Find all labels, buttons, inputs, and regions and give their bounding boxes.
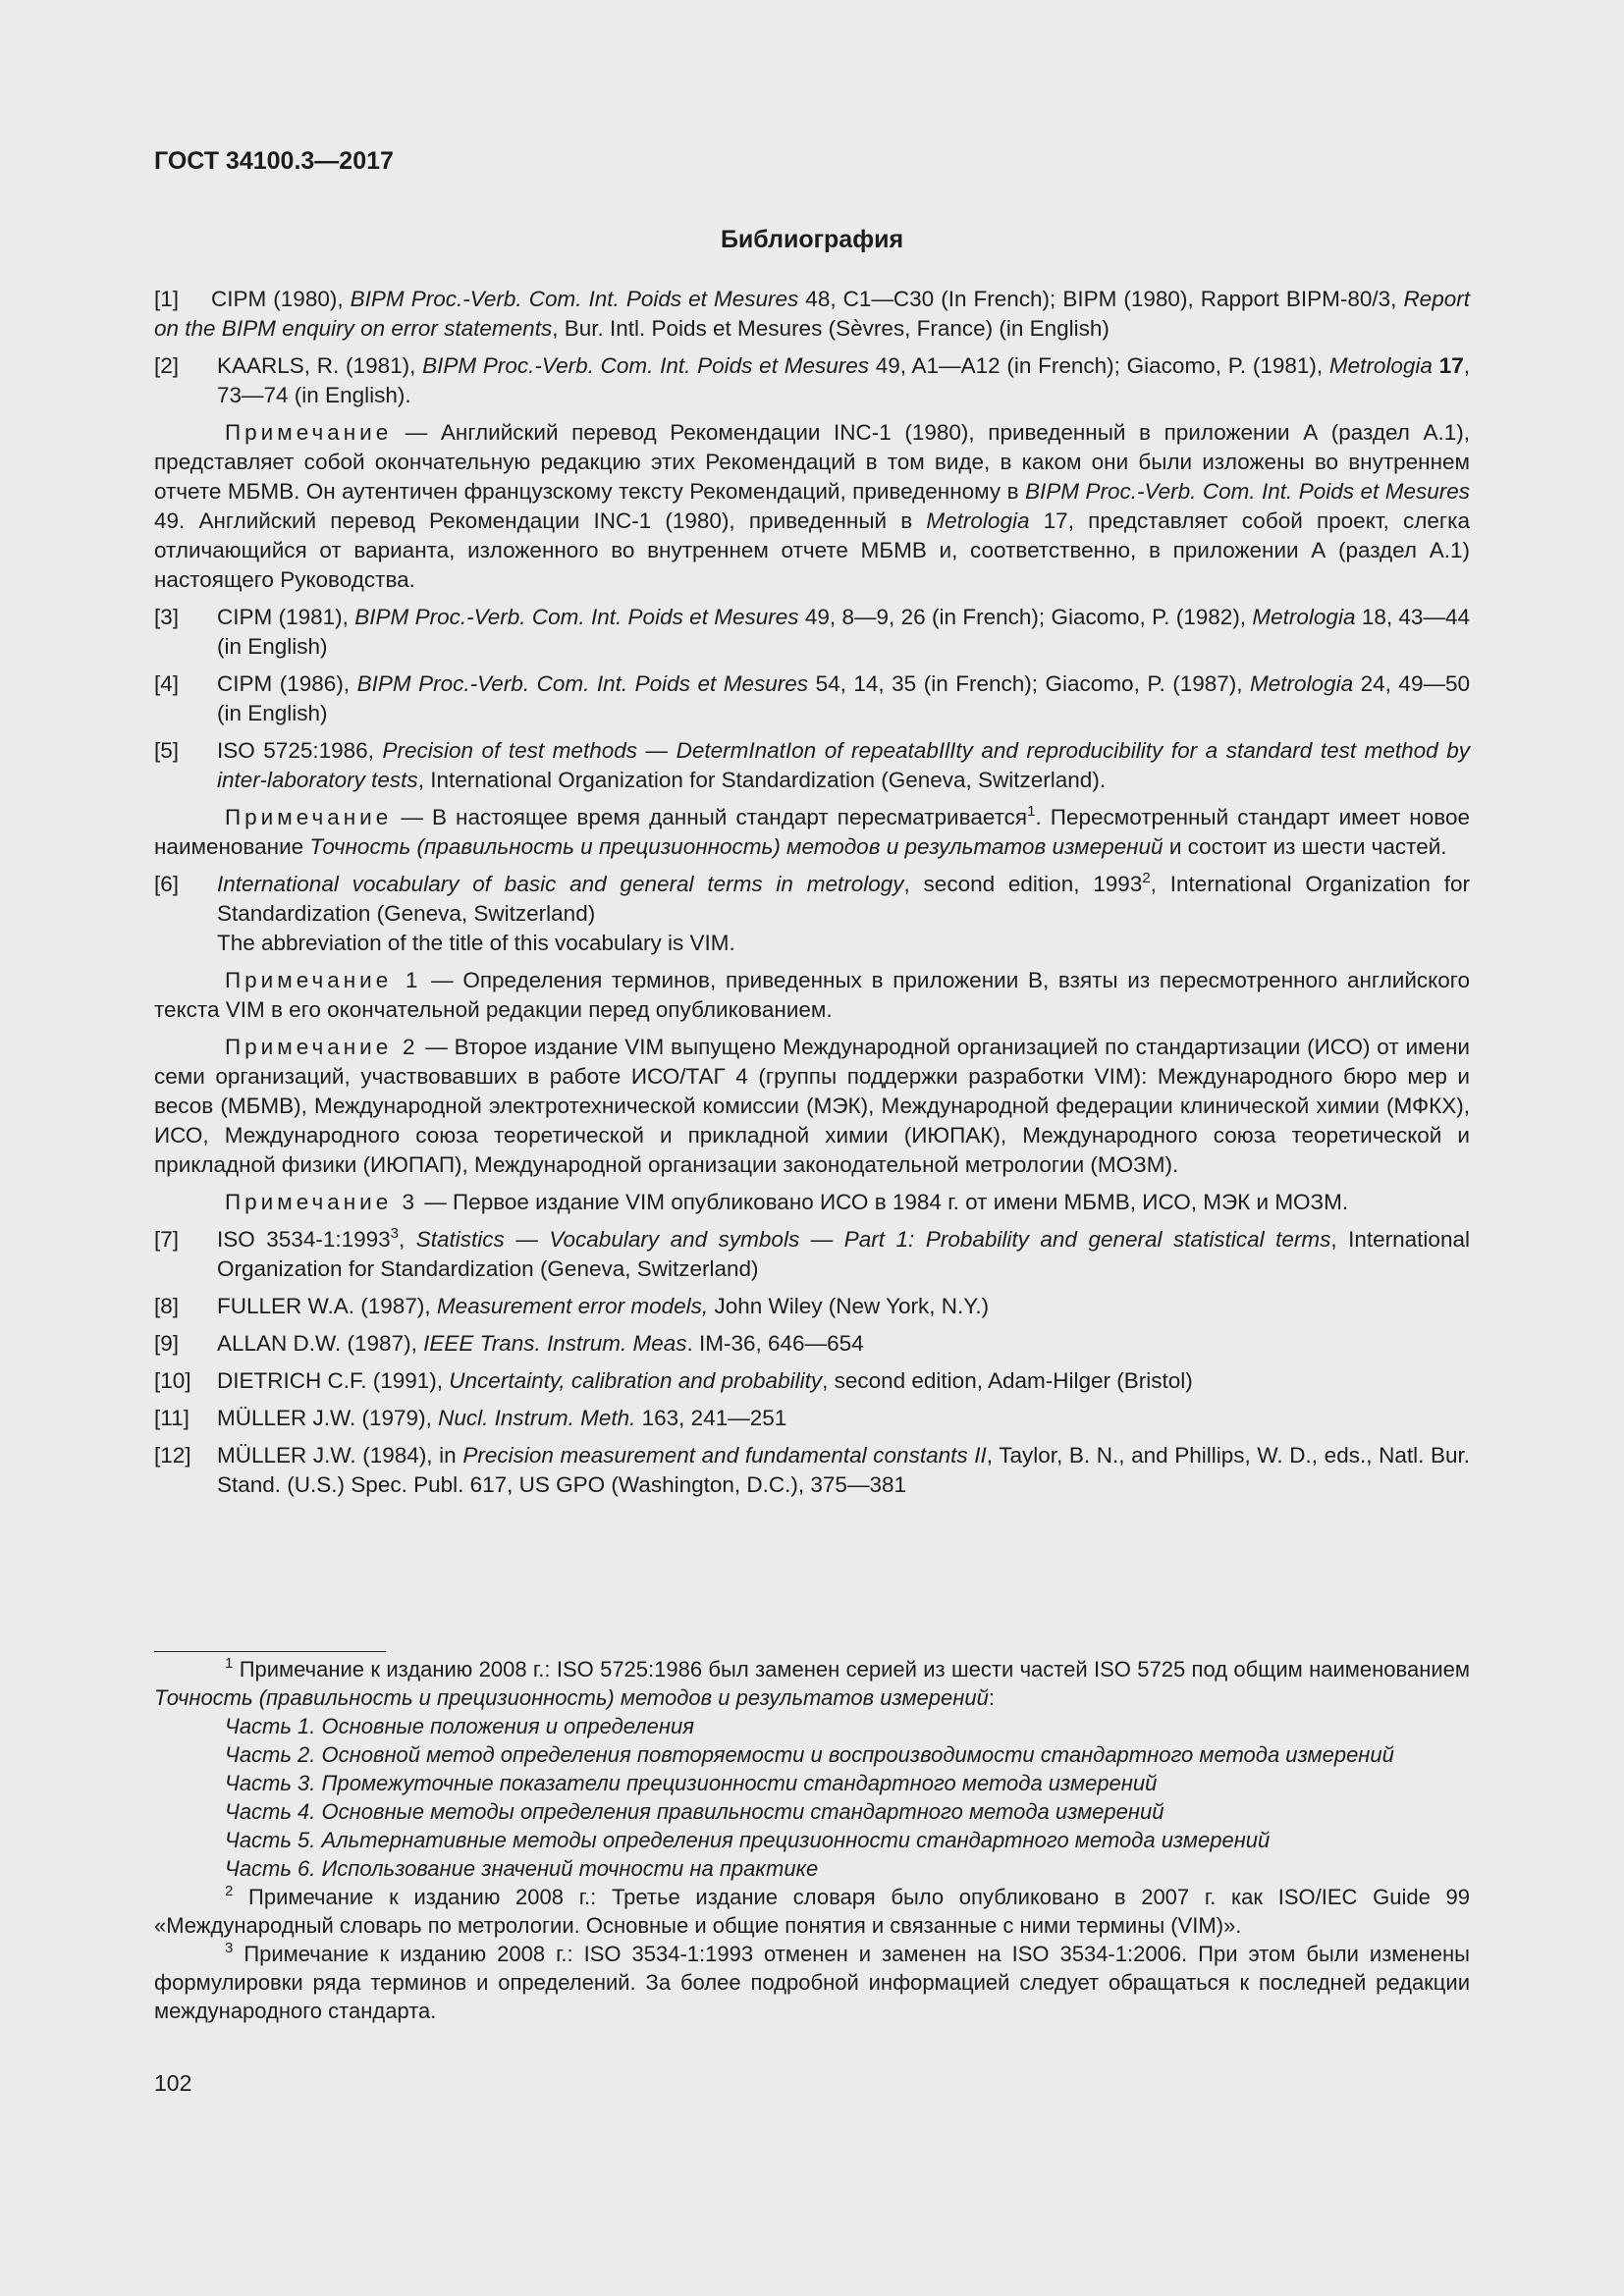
ref-text: , second edition, 1993 [903, 872, 1143, 896]
ref-italic: International vocabulary of basic and general terms in metrology [217, 872, 904, 896]
note-c [154, 966, 1470, 1025]
note-italic: BIPM Proc.-Verb. Com. Int. Poids et Mesures [1024, 479, 1470, 504]
footnote-marker: 1 [1027, 803, 1036, 820]
reference-number: [8] [154, 1294, 180, 1318]
ref-text: , International Organization for Standardization (Geneva, Switzerland). [417, 768, 1107, 792]
ref-text: DIETRICH C.F. (1991), [217, 1368, 450, 1393]
ref-text: KAARLS, R. (1981), [217, 353, 423, 378]
reference-number: [1] [154, 287, 180, 311]
reference-number: [9] [154, 1331, 180, 1356]
footnotes [154, 1655, 1470, 2025]
ref-text: MÜLLER J.W. (1979), [217, 1406, 439, 1430]
ref-italic: BIPM Proc.-Verb. Com. Int. Poids et Mesures [422, 353, 869, 378]
footnote-part-4: Часть 4. Основные методы определения правильности стандартного метода измерений [225, 1799, 1164, 1824]
document-header: ГОСТ 34100.3—2017 [154, 147, 394, 175]
reference-number: [11] [154, 1406, 189, 1430]
footnote-marker: 1 [225, 1655, 234, 1672]
footnote-part-2: Часть 2. Основной метод определения повторяемости и воспроизводимости стандартного метода измерений [225, 1742, 1394, 1767]
ref-text: CIPM (1981), [217, 605, 355, 629]
reference-number: [6] [154, 872, 180, 896]
footnote-italic: Точность (правильность и прецизионность) методов и результатов измерений [154, 1685, 989, 1710]
reference-number: [12] [154, 1443, 191, 1468]
ref-text: CIPM (1986), [217, 671, 357, 696]
ref-text: , 73—74 (in English). [217, 353, 1470, 407]
reference-11 [154, 1404, 1470, 1433]
ref-text: . IM-36, 646—654 [686, 1331, 864, 1356]
footnote-part-3: Часть 3. Промежуточные показатели прецизионности стандартного метода измерений [225, 1771, 1158, 1795]
footnote-part-5: Часть 5. Альтернативные методы определения прецизионности стандартного метода измерений [225, 1828, 1271, 1852]
note-text: . Пересмотренный стандарт имеет новое наименование [154, 805, 1470, 859]
ref-italic: Precision measurement and fundamental constants II [462, 1443, 987, 1468]
ref-italic: Uncertainty, calibration and probability [449, 1368, 823, 1393]
note-a [154, 418, 1470, 595]
footnote-text: Примечание к изданию 2008 г.: ISO 3534-1:1993 отменен и заменен на ISO 3534-1:2006. При этом были изменены формулировки ряда терминов и определений. За более подробной информацией следует обращаться к последней редакции международного стандарта. [154, 1942, 1470, 2023]
footnote-marker: 2 [1142, 870, 1151, 886]
ref-text: The abbreviation of the title of this vocabulary is VIM. [217, 931, 735, 955]
reference-number: [4] [154, 671, 180, 696]
ref-text: , Bur. Intl. Poids et Mesures (Sèvres, France) (in English) [552, 316, 1110, 341]
ref-italic: BIPM Proc.-Verb. Com. Int. Poids et Mesures [356, 671, 809, 696]
ref-text: John Wiley (New York, N.Y.) [708, 1294, 990, 1318]
note-text: — Второе издание VIM выпущено Международной организацией по стандартизации (ИСО) от имени семи организаций, участвовавших в работе ИСО/ТАГ 4 (группы поддержки разработки VIM): Международного бюро мер и весов (МБМВ), Международной электротехнической комиссии (МЭК), Международной федерации клинической химии (МФКХ), ИСО, Международного союза теоретической и прикладной химии (ИЮПАК), Международного союза теоретической и прикладной физики (ИЮПАП), Международной организации законодательной метрологии (МОЗМ). [154, 1035, 1470, 1177]
section-title: Библиография [720, 226, 904, 253]
footnote-part-6: Часть 6. Использование значений точности на практике [225, 1856, 819, 1881]
ref-text: MÜLLER J.W. (1984), in [217, 1443, 463, 1468]
ref-italic: BIPM Proc.-Verb. Com. Int. Poids et Mesures [350, 287, 799, 311]
footnote-3 [154, 1940, 1470, 2025]
reference-number: [10] [154, 1368, 191, 1393]
reference-7 [154, 1225, 1470, 1284]
ref-italic: Measurement error models, [436, 1294, 709, 1318]
note-text: — Определения терминов, приведенных в приложении В, взяты из пересмотренного английского текста VIM в его окончательной редакции перед опубликованием. [154, 968, 1470, 1022]
note-label: Примечание 3 [225, 1190, 418, 1214]
reference-9 [154, 1329, 1470, 1359]
reference-text [217, 1292, 1470, 1321]
reference-3 [154, 603, 1470, 662]
reference-text [217, 736, 1470, 795]
ref-text: 49, A1—A12 (in French); Giacomo, P. (1981), [869, 353, 1329, 378]
note-italic: Точность (правильность и прецизионность) методов и результатов измерений [309, 834, 1164, 859]
ref-text: 49, 8—9, 26 (in French); Giacomo, P. (1982), [798, 605, 1253, 629]
footnote-2 [154, 1883, 1470, 1940]
reference-text [217, 669, 1470, 728]
note-text: и состоит из шести частей. [1163, 834, 1447, 859]
ref-text: , International Organization for Standardization (Geneva, Switzerland) [217, 1227, 1470, 1281]
note-d [154, 1033, 1470, 1180]
ref-text: FULLER W.A. (1987), [217, 1294, 437, 1318]
reference-5 [154, 736, 1470, 795]
bibliography-content [154, 285, 1470, 1508]
ref-text: , International Organization for Standardization (Geneva, Switzerland) [217, 872, 1470, 926]
footnote-part-1: Часть 1. Основные положения и определения [225, 1714, 695, 1738]
reference-12 [154, 1441, 1470, 1500]
ref-text: , second edition, Adam-Hilger (Bristol) [822, 1368, 1193, 1393]
footnote-divider [154, 1651, 386, 1652]
note-e [154, 1188, 1470, 1217]
ref-text: 24, 49—50 (in English) [217, 671, 1470, 725]
footnote-text: : [988, 1685, 995, 1710]
ref-text: 163, 241—251 [635, 1406, 787, 1430]
reference-text [217, 1441, 1470, 1500]
ref-text: CIPM (1980), [211, 287, 351, 311]
reference-text [217, 1225, 1470, 1284]
ref-italic: IEEE Trans. Instrum. Meas [423, 1331, 687, 1356]
ref-text: , [399, 1227, 416, 1252]
ref-text: , Taylor, B. N., and Phillips, W. D., eds., Natl. Bur. Stand. (U.S.) Spec. Publ. 617, US GPO (Washington, D.C.), 375—381 [217, 1443, 1470, 1497]
ref-italic: Metrologia [1328, 353, 1433, 378]
ref-text [1433, 353, 1439, 378]
footnote-marker: 3 [225, 1940, 234, 1956]
ref-text: ISO 5725:1986, [217, 738, 383, 763]
ref-text: ISO 3534-1:1993 [217, 1227, 391, 1252]
ref-italic: Metrologia [1250, 671, 1354, 696]
note-text: — Английский перевод Рекомендации INC-1 (1980), приведенный в приложении А (раздел А.1), представляет собой окончательную редакцию этих Рекомендаций в том виде, в каком они были изложены во внутреннем отчете МБМВ. Он аутентичен французскому тексту Рекомендаций, приведенному в [154, 420, 1470, 504]
ref-text: 54, 14, 35 (in French); Giacomo, P. (1987), [808, 671, 1251, 696]
ref-italic: Nucl. Instrum. Meth. [438, 1406, 636, 1430]
reference-1 [154, 285, 1470, 344]
reference-text [217, 351, 1470, 410]
ref-italic: Metrologia [1252, 605, 1356, 629]
reference-10 [154, 1366, 1470, 1396]
footnote-1 [154, 1655, 1470, 1712]
note-text: — Первое издание VIM опубликовано ИСО в 1984 г. от имени МБМВ, ИСО, МЭК и МОЗМ. [418, 1190, 1349, 1214]
reference-8 [154, 1292, 1470, 1321]
note-text: 17, представляет собой проект, слегка отличающийся от варианта, изложенного во внутреннем отчете МБМВ и, соответственно, в приложении А (раздел А.1) настоящего Руководства. [154, 508, 1470, 592]
note-text: 49. Английский перевод Рекомендации INC-1 (1980), приведенный в [154, 508, 927, 533]
reference-6 [154, 870, 1470, 958]
note-label: Примечание 1 [225, 968, 422, 992]
note-label: Примечание 2 [225, 1035, 419, 1059]
reference-2 [154, 351, 1470, 410]
note-b [154, 803, 1470, 862]
reference-text [217, 870, 1470, 958]
footnote-text: Примечание к изданию 2008 г.: Третье издание словаря было опубликовано в 2007 г. как ISO/IEC Guide 99 «Международный словарь по метрологии. Основные и общие понятия и связанные с ними термины (VIM)». [154, 1885, 1470, 1938]
reference-4 [154, 669, 1470, 728]
page-number: 102 [154, 2070, 192, 2096]
ref-text: 48, C1—C30 (In French); BIPM (1980), Rapport BIPM-80/3, [798, 287, 1404, 311]
ref-italic: BIPM Proc.-Verb. Com. Int. Poids et Mesures [354, 605, 799, 629]
reference-number: [3] [154, 605, 180, 629]
reference-text [217, 1329, 1470, 1359]
note-italic: Metrologia [926, 508, 1030, 533]
reference-text [217, 1404, 1470, 1433]
ref-bold: 17 [1438, 353, 1464, 378]
footnote-marker: 3 [390, 1225, 399, 1242]
ref-italic: Report on the BIPM enquiry on error statements [154, 287, 1470, 341]
ref-italic: Statistics — Vocabulary and symbols — Part 1: Probability and general statistical terms [415, 1227, 1331, 1252]
ref-text: 18, 43—44 (in English) [217, 605, 1470, 659]
ref-text: ALLAN D.W. (1987), [217, 1331, 424, 1356]
note-label: Примечание [225, 420, 393, 445]
reference-number: [5] [154, 738, 180, 763]
note-text: — В настоящее время данный стандарт пересматривается [392, 805, 1028, 829]
ref-italic: Precision of test methods — DetermInatIon of repeatabIlIty and reproducibility for a standard test method by inter-laboratory tests [217, 738, 1470, 792]
footnote-text: Примечание к изданию 2008 г.: ISO 5725:1986 был заменен серией из шести частей ISO 5725 под общим наименованием [233, 1657, 1470, 1682]
reference-number: [7] [154, 1227, 180, 1252]
reference-text [217, 1366, 1470, 1396]
note-label: Примечание [225, 805, 393, 829]
reference-number: [2] [154, 353, 180, 378]
reference-text [217, 603, 1470, 662]
footnote-marker: 2 [225, 1883, 234, 1899]
